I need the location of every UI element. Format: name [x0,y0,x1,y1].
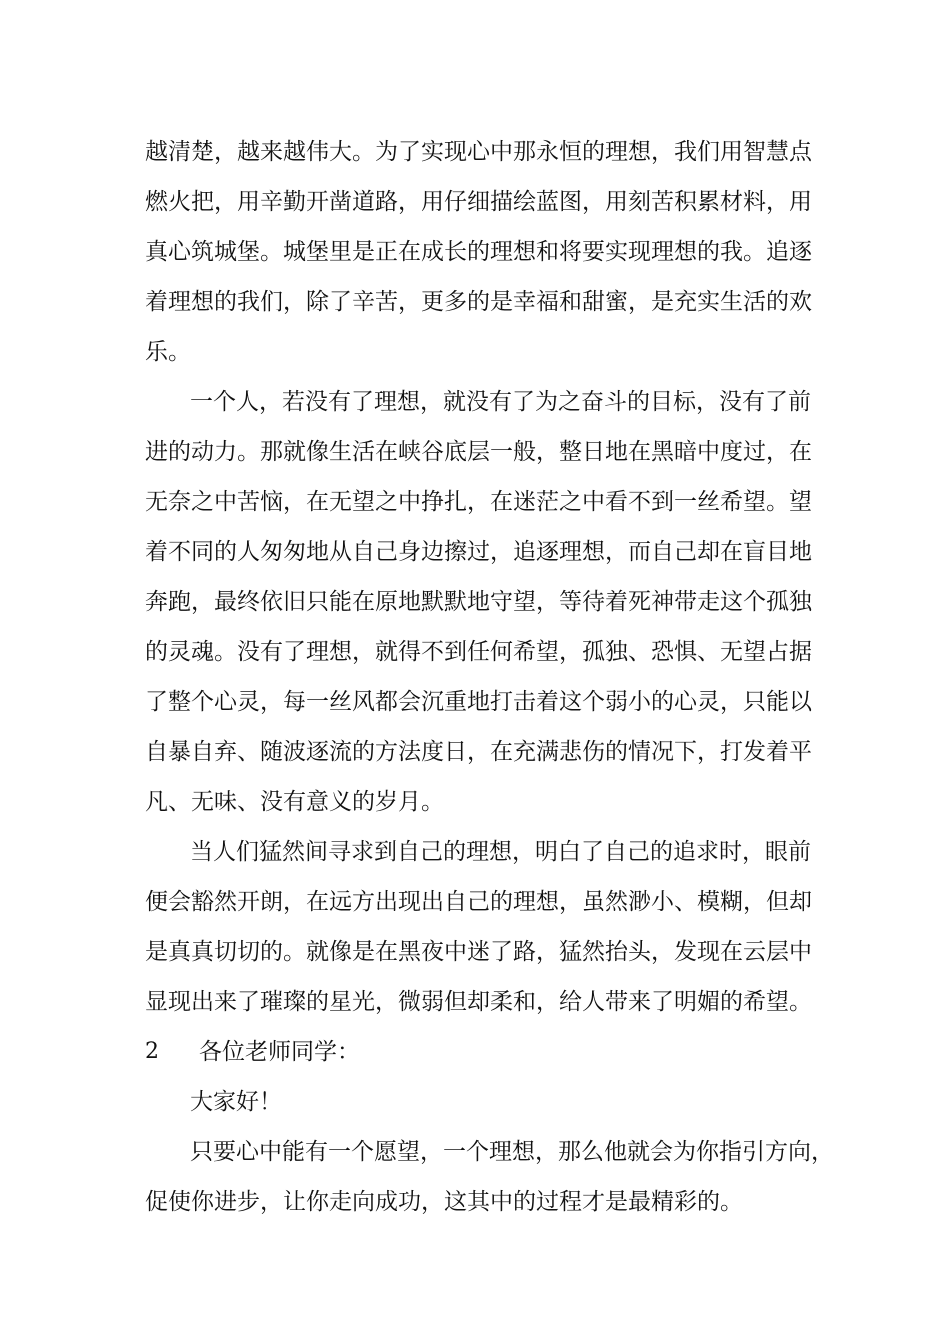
paragraph-2-line-7: 了整个心灵，每一丝风都会沉重地打击着这个弱小的心灵，只能以 [145,689,812,715]
paragraph-1-line-5: 乐。 [145,339,191,365]
greeting: 大家好！ [190,1089,282,1115]
section-2-line-2: 促使你进步，让你走向成功，这其中的过程才是最精彩的。 [145,1189,743,1215]
paragraph-1-line-2: 燃火把，用辛勤开凿道路，用仔细描绘蓝图，用刻苦积累材料，用 [145,189,812,215]
section-number: 2 [145,1039,159,1064]
paragraph-1-line-1: 越清楚，越来越伟大。为了实现心中那永恒的理想，我们用智慧点 [145,139,812,165]
paragraph-2-line-5: 奔跑，最终依旧只能在原地默默地守望，等待着死神带走这个孤独 [145,589,812,615]
paragraph-2-line-1: 一个人，若没有了理想，就没有了为之奋斗的目标，没有了前 [190,389,811,415]
paragraph-2-line-3: 无奈之中苦恼，在无望之中挣扎，在迷茫之中看不到一丝希望。望 [145,489,812,515]
paragraph-2-line-4: 着不同的人匆匆地从自己身边擦过，追逐理想，而自己却在盲目地 [145,539,812,565]
paragraph-3-line-1: 当人们猛然间寻求到自己的理想，明白了自己的追求时，眼前 [190,839,811,865]
salutation: 各位老师同学： [199,1039,360,1065]
paragraph-2-line-9: 凡、无味、没有意义的岁月。 [145,789,444,815]
paragraph-3-line-3: 是真真切切的。就像是在黑夜中迷了路，猛然抬头，发现在云层中 [145,939,812,965]
section-2-line-1: 只要心中能有一个愿望，一个理想，那么他就会为你指引方向， [190,1139,834,1165]
paragraph-1-line-4: 着理想的我们，除了辛苦，更多的是幸福和甜蜜，是充实生活的欢 [145,289,812,315]
paragraph-1-line-3: 真心筑城堡。城堡里是正在成长的理想和将要实现理想的我。追逐 [145,239,812,265]
paragraph-2-line-6: 的灵魂。没有了理想，就得不到任何希望，孤独、恐惧、无望占据 [145,639,812,665]
paragraph-3-line-4: 显现出来了璀璨的星光，微弱但却柔和，给人带来了明媚的希望。 [145,989,812,1015]
paragraph-3-line-2: 便会豁然开朗，在远方出现出自己的理想，虽然渺小、模糊，但却 [145,889,812,915]
paragraph-2-line-2: 进的动力。那就像生活在峡谷底层一般，整日地在黑暗中度过，在 [145,439,812,465]
paragraph-2-line-8: 自暴自弃、随波逐流的方法度日，在充满悲伤的情况下，打发着平 [145,739,812,765]
